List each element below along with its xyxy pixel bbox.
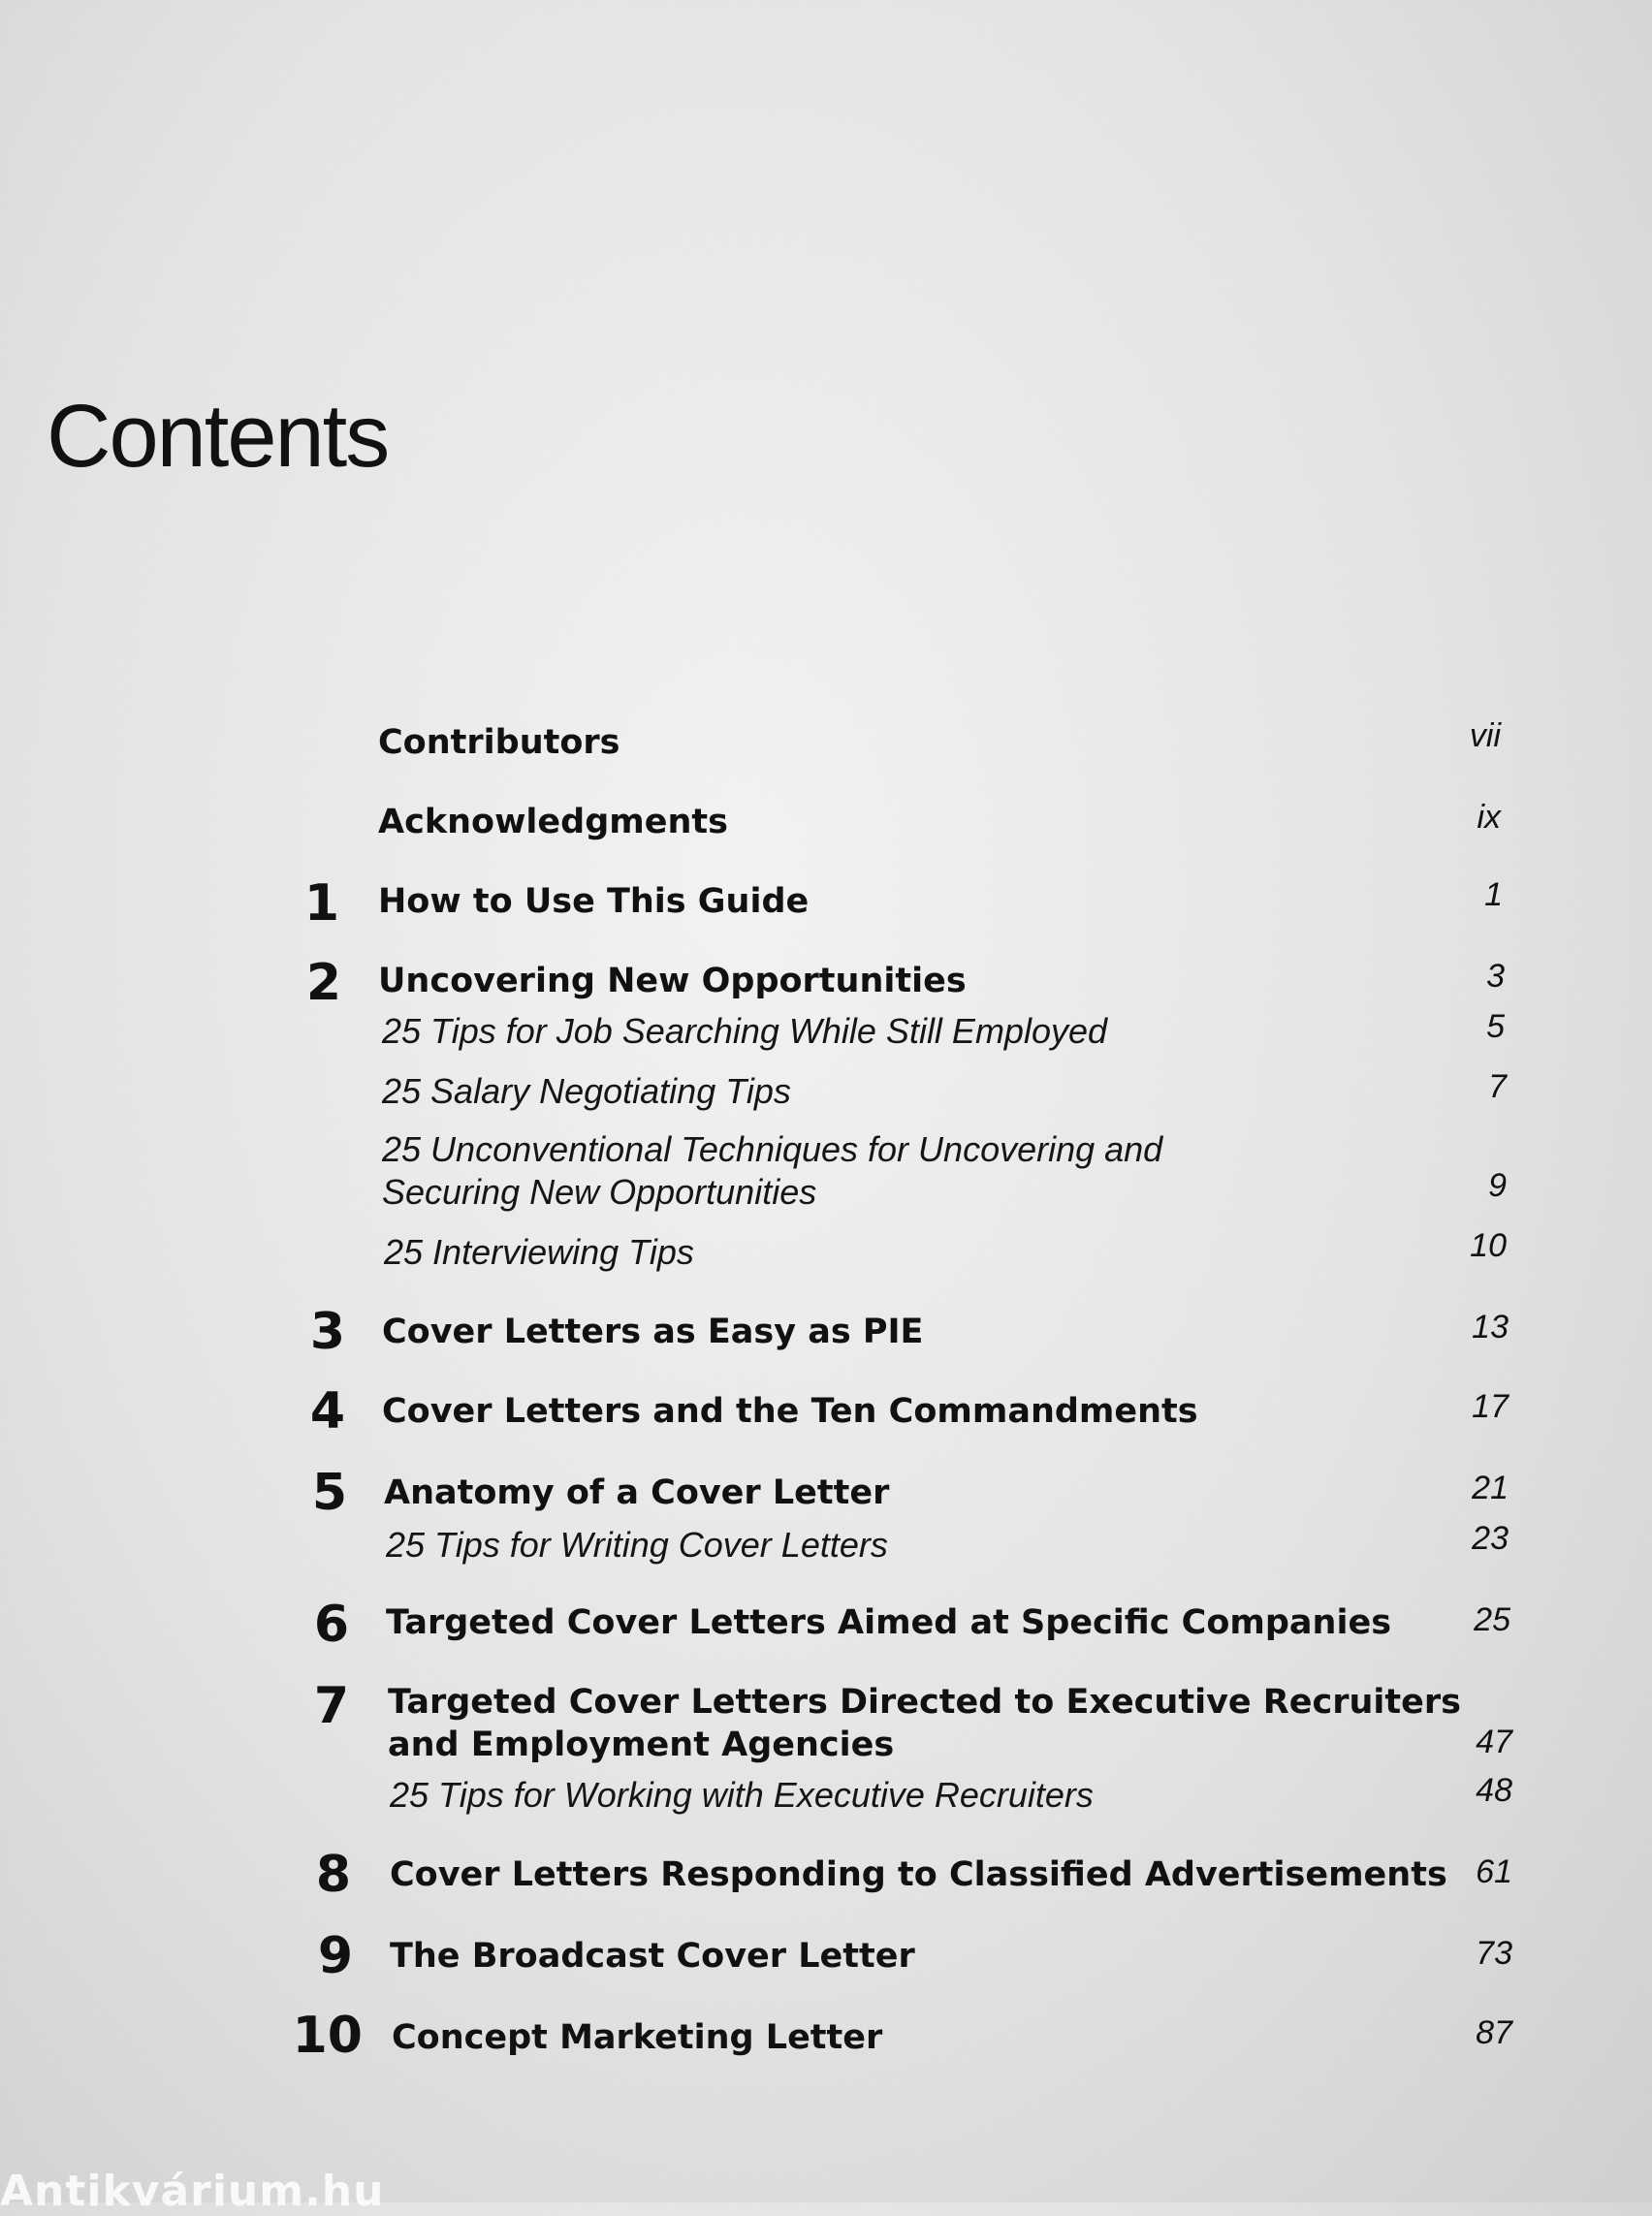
chapter-number: 8 [315, 1846, 351, 1904]
section-title[interactable]: 25 Tips for Job Searching While Still Employed [382, 1011, 1108, 1051]
chapter-page: 21 [1472, 1470, 1509, 1506]
chapter-number: 7 [313, 1677, 349, 1735]
section-page: 48 [1476, 1772, 1512, 1809]
section-page: 23 [1472, 1520, 1509, 1557]
section-title-line2[interactable]: Securing New Opportunities [382, 1172, 817, 1212]
watermark: Antikvárium.hu [0, 2167, 385, 2216]
chapter-title[interactable]: Concept Marketing Letter [392, 2018, 883, 2057]
chapter-title[interactable]: Anatomy of a Cover Letter [384, 1473, 890, 1512]
chapter-title[interactable]: Uncovering New Opportunities [378, 962, 967, 1000]
chapter-number: 5 [311, 1464, 347, 1522]
section-page: 5 [1486, 1008, 1505, 1045]
chapter-page: 3 [1486, 958, 1505, 995]
toc-acknowledgments-page: ix [1477, 799, 1501, 836]
chapter-page: 61 [1476, 1853, 1512, 1890]
chapter-page: 47 [1476, 1724, 1512, 1760]
toc-acknowledgments[interactable]: Acknowledgments [378, 803, 728, 841]
page-title: Contents [47, 387, 389, 486]
chapter-page: 73 [1476, 1935, 1512, 1972]
chapter-page: 13 [1472, 1309, 1509, 1345]
chapter-number: 6 [313, 1596, 349, 1654]
section-page: 10 [1470, 1227, 1507, 1264]
chapter-number: 3 [309, 1303, 345, 1361]
chapter-number: 9 [317, 1927, 353, 1985]
toc-contributors[interactable]: Contributors [378, 723, 620, 762]
section-title[interactable]: 25 Salary Negotiating Tips [382, 1071, 791, 1111]
chapter-title[interactable]: Cover Letters Responding to Classified Advertisements [390, 1855, 1447, 1894]
section-title[interactable]: 25 Tips for Working with Executive Recruiters [390, 1775, 1094, 1815]
section-title-line1[interactable]: 25 Unconventional Techniques for Uncovering and [382, 1129, 1163, 1169]
chapter-page: 25 [1474, 1601, 1510, 1638]
chapter-number: 2 [305, 954, 341, 1012]
toc-contributors-page: vii [1469, 717, 1501, 754]
chapter-number: 4 [309, 1382, 345, 1440]
chapter-title[interactable]: How to Use This Guide [378, 882, 810, 921]
chapter-page: 87 [1476, 2014, 1512, 2051]
section-page: 7 [1488, 1068, 1507, 1105]
chapter-title[interactable]: Cover Letters and the Ten Commandments [382, 1392, 1198, 1431]
chapter-number: 10 [292, 2007, 363, 2065]
chapter-page: 17 [1472, 1388, 1509, 1425]
chapter-title[interactable]: The Broadcast Cover Letter [390, 1937, 915, 1976]
chapter-title-line2[interactable]: and Employment Agencies [388, 1725, 895, 1764]
chapter-page: 1 [1484, 876, 1503, 913]
chapter-title[interactable]: Targeted Cover Letters Aimed at Specific Companies [386, 1603, 1392, 1642]
chapter-title[interactable]: Cover Letters as Easy as PIE [382, 1313, 924, 1351]
section-title[interactable]: 25 Tips for Writing Cover Letters [386, 1525, 888, 1565]
chapter-number: 1 [303, 874, 339, 933]
chapter-title-line1[interactable]: Targeted Cover Letters Directed to Executive Recruiters [388, 1683, 1461, 1722]
section-title[interactable]: 25 Interviewing Tips [384, 1232, 694, 1272]
section-page: 9 [1488, 1167, 1507, 1204]
